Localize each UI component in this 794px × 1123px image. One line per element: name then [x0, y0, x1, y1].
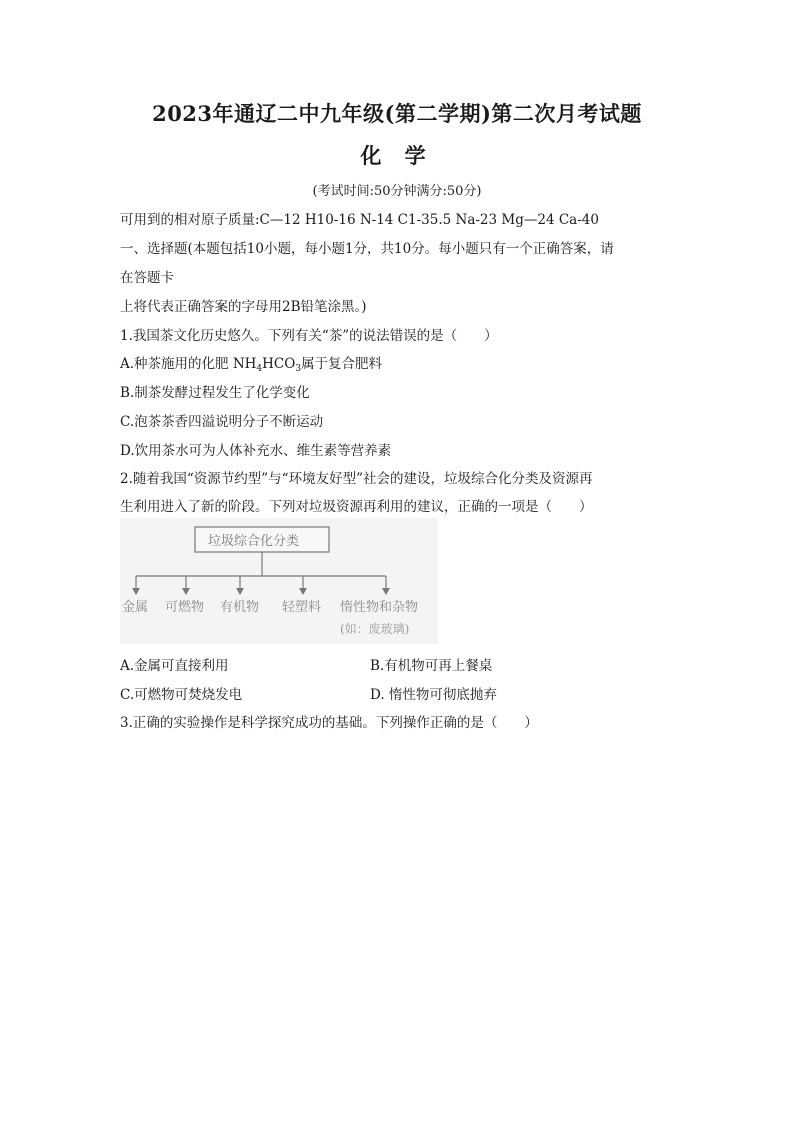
exam-time-info: (考试时间:50分钟满分:50分) — [312, 184, 482, 199]
diagram-arrow-head — [182, 588, 190, 595]
q1-option-d: D.饮用茶水可为人体补充水、维生素等营养素 — [120, 443, 392, 459]
q1-option-a-sub1: 4 — [256, 364, 263, 374]
diagram-arrow-head — [236, 588, 244, 595]
q1-option-c: C.泡茶茶香四溢说明分子不断运动 — [120, 414, 324, 430]
exam-title: 2023年通辽二中九年级(第二学期)第二次月考试题 — [152, 101, 642, 126]
q1-option-a-suffix: 属于复合肥料 — [301, 356, 383, 372]
q1-option-a-prefix: A.种茶施用的化肥 NH — [120, 356, 257, 372]
diagram-child-combustible: 可燃物 — [165, 600, 205, 615]
q1-option-a-sub2: 3 — [295, 364, 302, 374]
q1-option-a — [120, 352, 382, 374]
diagram-arrow-head — [132, 588, 140, 595]
q2-option-b: B.有机物可再上餐桌 — [370, 658, 493, 674]
diagram-child-light-plastic: 轻塑料 — [282, 600, 322, 615]
diagram-arrow-head — [382, 588, 390, 595]
section1-intro-line2: 在答题卡 — [120, 270, 174, 286]
diagram-root-label: 垃圾综合化分类 — [208, 534, 300, 549]
diagram-arrow-head — [299, 588, 307, 595]
q2-option-a: A.金属可直接利用 — [120, 658, 229, 674]
q1-stem: 1.我国茶文化历史悠久。下列有关“茶”的说法错误的是（ ） — [120, 328, 498, 344]
q2-stem-line1: 2.随着我国“资源节约型”与“环境友好型”社会的建设，垃圾综合化分类及资源再 — [120, 471, 593, 487]
section1-intro-line1: 一、选择题(本题包括10小题，每小题1分，共10分。每小题只有一个正确答案，请 — [120, 241, 614, 257]
diagram-child-inert: 惰性物和杂物 — [340, 600, 419, 615]
diagram-note: (如：废玻璃) — [340, 622, 410, 636]
q3-stem: 3.正确的实验操作是科学探究成功的基础。下列操作正确的是（ ） — [120, 715, 538, 731]
atomic-masses: 可用到的相对原子质量:C—12 H10-16 N-14 C1-35.5 Na-23 Mg—24 Ca-40 — [120, 212, 599, 228]
q2-option-c: C.可燃物可焚烧发电 — [120, 687, 243, 703]
q2-stem-line2: 生利用进入了新的阶段。下列对垃圾资源再利用的建议，正确的一项是（ ） — [120, 499, 593, 515]
q1-option-b: B.制茶发酵过程发生了化学变化 — [120, 385, 310, 401]
diagram-child-organic: 有机物 — [220, 600, 260, 615]
subject-title: 化 学 — [360, 143, 434, 168]
waste-classification-diagram — [120, 518, 438, 644]
section1-intro-line3: 上将代表正确答案的字母用2B铅笔涂黑。) — [120, 299, 367, 315]
q1-option-a-mid: HCO — [262, 356, 296, 372]
diagram-child-metal: 金属 — [122, 600, 149, 615]
q2-option-d: D. 惰性物可彻底抛弃 — [370, 687, 497, 703]
